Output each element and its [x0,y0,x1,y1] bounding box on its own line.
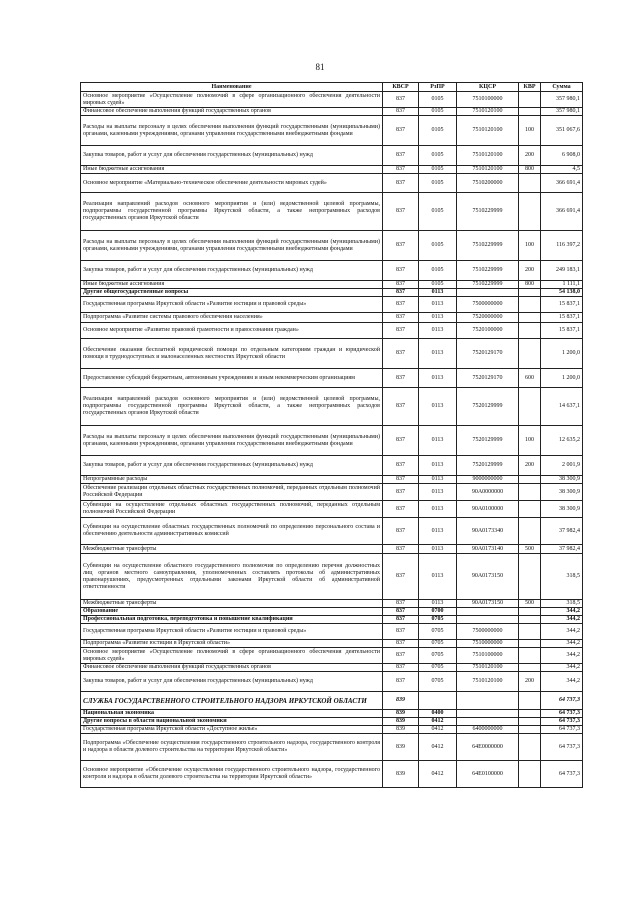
row-rzpr-cell: 0412 [419,726,457,734]
row-rzpr-cell: 0412 [419,718,457,726]
row-kvsr-cell: 837 [383,484,419,501]
row-kcsr-cell: 7520129999 [457,426,519,456]
row-kcsr-cell: 7510200000 [457,174,519,193]
row-rzpr-cell: 0412 [419,734,457,761]
row-kvr-cell: 100 [519,231,541,261]
table-row [81,484,583,501]
row-rzpr-cell: 0105 [419,166,457,174]
row-name-cell: Субвенции на осуществление областных государственных полномочий по определению персонального состава и обеспечению деятельности административных комиссий [81,518,383,545]
row-sum-cell: 318,5 [541,600,583,608]
row-sum-cell: 344,2 [541,608,583,616]
table-row [81,600,583,608]
table-row [81,289,583,297]
row-sum-cell: 37 982,4 [541,545,583,554]
row-kcsr-cell: 90А0173340 [457,518,519,545]
row-kcsr-cell: 90А0000000 [457,484,519,501]
row-rzpr-cell: 0113 [419,456,457,476]
row-sum-cell: 318,5 [541,554,583,600]
row-kvsr-cell: 837 [383,518,419,545]
row-kvr-cell: 500 [519,545,541,554]
row-name-cell: Межбюджетные трансферты [81,545,383,554]
row-name-cell: Финансовое обеспечение выполнения функций государственных органов [81,108,383,116]
row-rzpr-cell: 0113 [419,323,457,339]
row-sum-cell: 1 200,0 [541,339,583,369]
row-name-cell: Закупка товаров, работ и услуг для обеспечения государственных (муниципальных) нужд [81,146,383,166]
row-sum-cell: 54 138,0 [541,289,583,297]
row-sum-cell: 351 067,6 [541,116,583,146]
row-name-cell: Государственная программа Иркутской области «Развитие юстиции и правовой среды» [81,624,383,640]
row-kvr-cell: 800 [519,281,541,289]
row-kcsr-cell: 7510000000 [457,640,519,648]
row-name-cell: Закупка товаров, работ и услуг для обеспечения государственных (муниципальных) нужд [81,456,383,476]
table-header-row [81,83,583,92]
row-kvr-cell: 800 [519,166,541,174]
row-sum-cell: 64 737,3 [541,726,583,734]
row-rzpr-cell: 0105 [419,108,457,116]
row-name-cell: Государственная программа Иркутской области «Развитие юстиции и правовой среды» [81,297,383,313]
row-sum-cell: 12 635,2 [541,426,583,456]
table-row [81,108,583,116]
row-name-cell: Расходы на выплаты персоналу в целях обеспечения выполнения функций государственными (муниципальными) органами, казенными учреждениями, органами управления государственными внебюджетными фондами [81,426,383,456]
row-rzpr-cell: 0113 [419,369,457,388]
row-name-cell: Основное мероприятие «Материально-техническое обеспечение деятельности мировых судей» [81,174,383,193]
row-kvsr-cell: 837 [383,672,419,692]
row-kvr-cell [519,664,541,672]
table-row [81,193,583,231]
row-kvsr-cell: 837 [383,426,419,456]
row-kvr-cell: 200 [519,672,541,692]
row-rzpr-cell: 0113 [419,297,457,313]
row-name-cell: Финансовое обеспечение выполнения функций государственных органов [81,664,383,672]
row-rzpr-cell: 0705 [419,616,457,624]
row-kvr-cell [519,616,541,624]
row-rzpr-cell: 0705 [419,624,457,640]
row-kcsr-cell [457,692,519,710]
row-kvsr-cell: 837 [383,476,419,484]
row-kvsr-cell: 837 [383,339,419,369]
row-kvr-cell [519,323,541,339]
row-rzpr-cell: 0113 [419,600,457,608]
row-name-cell: Расходы на выплаты персоналу в целях обеспечения выполнения функций государственными (муниципальными) органами, казенными учреждениями, органами управления государственными внебюджетными фондами [81,116,383,146]
row-sum-cell: 64 737,3 [541,718,583,726]
row-kcsr-cell: 90А0173150 [457,600,519,608]
table-row [81,726,583,734]
row-rzpr-cell: 0705 [419,640,457,648]
page-number: 81 [315,62,325,72]
row-sum-cell: 366 691,4 [541,174,583,193]
row-sum-cell: 15 837,1 [541,313,583,323]
budget-table-body [81,92,583,788]
row-kvr-cell [519,518,541,545]
row-kvr-cell [519,484,541,501]
row-kvsr-cell: 837 [383,456,419,476]
row-kvr-cell: 100 [519,116,541,146]
row-kvsr-cell: 837 [383,501,419,518]
row-kvsr-cell: 839 [383,692,419,710]
row-name-cell: Основное мероприятие «Обеспечение осуществления государственного строительного надзора, государственного контроля и надзора в области долевого строительства на территории Иркутской области» [81,761,383,788]
row-kcsr-cell: 7520129999 [457,456,519,476]
row-rzpr-cell: 0105 [419,116,457,146]
row-rzpr-cell: 0705 [419,672,457,692]
row-kvsr-cell: 839 [383,734,419,761]
table-row [81,323,583,339]
row-kvr-cell: 200 [519,261,541,281]
row-kcsr-cell: 64Е0100000 [457,761,519,788]
row-rzpr-cell: 0700 [419,608,457,616]
row-rzpr-cell [419,692,457,710]
row-sum-cell: 1 200,0 [541,369,583,388]
row-kvr-cell [519,289,541,297]
table-row [81,501,583,518]
table-row [81,761,583,788]
row-kvsr-cell: 837 [383,281,419,289]
row-name-cell: Реализация направлений расходов основного мероприятия и (или) ведомственной целевой программы, подпрограммы государственной программы Иркутской области, а также непрограммных расходов государственных органов Иркутской области [81,388,383,426]
row-kvr-cell [519,108,541,116]
row-sum-cell: 2 001,9 [541,456,583,476]
row-kvr-cell: 200 [519,456,541,476]
row-rzpr-cell: 0113 [419,426,457,456]
row-sum-cell: 15 837,1 [541,323,583,339]
row-sum-cell: 366 691,4 [541,193,583,231]
row-sum-cell: 344,2 [541,648,583,664]
table-row [81,388,583,426]
table-row [81,231,583,261]
table-row [81,554,583,600]
row-name-cell: Закупка товаров, работ и услуг для обеспечения государственных (муниципальных) нужд [81,672,383,692]
row-kcsr-cell: 6400000000 [457,726,519,734]
row-kvsr-cell: 837 [383,648,419,664]
row-kvsr-cell: 837 [383,261,419,281]
table-row [81,146,583,166]
row-name-cell: Иные бюджетные ассигнования [81,281,383,289]
row-kcsr-cell: 7520129170 [457,369,519,388]
row-kcsr-cell: 9000000000 [457,476,519,484]
row-kvr-cell [519,692,541,710]
row-kcsr-cell: 7510120100 [457,672,519,692]
column-header-rzpr: РзПР [419,83,457,92]
row-kcsr-cell: 7510229999 [457,231,519,261]
row-name-cell: Другие общегосударственные вопросы [81,289,383,297]
row-sum-cell: 344,2 [541,672,583,692]
row-name-cell: Национальная экономика [81,710,383,718]
table-row [81,648,583,664]
row-name-cell: Непрограммные расходы [81,476,383,484]
row-name-cell: Государственная программа Иркутской области «Доступное жилье» [81,726,383,734]
row-kvr-cell [519,193,541,231]
row-kvsr-cell: 837 [383,600,419,608]
row-name-cell: Основное мероприятие «Осуществление полномочий в сфере организационного обеспечения деятельности мировых судей» [81,92,383,108]
row-name-cell: Подпрограмма «Развитие системы правового обеспечения населения» [81,313,383,323]
row-kvsr-cell: 837 [383,313,419,323]
table-row [81,734,583,761]
row-sum-cell: 38 300,9 [541,501,583,518]
row-kcsr-cell: 7520000000 [457,313,519,323]
row-sum-cell: 344,2 [541,616,583,624]
row-kcsr-cell [457,616,519,624]
row-kcsr-cell: 7510229999 [457,261,519,281]
row-kvsr-cell: 837 [383,297,419,313]
table-row [81,174,583,193]
row-rzpr-cell: 0105 [419,193,457,231]
table-row [81,476,583,484]
row-sum-cell: 38 300,9 [541,484,583,501]
table-row [81,672,583,692]
row-rzpr-cell: 0113 [419,518,457,545]
table-row [81,261,583,281]
row-kvsr-cell: 839 [383,710,419,718]
table-row [81,281,583,289]
row-kcsr-cell: 7510100000 [457,92,519,108]
row-kcsr-cell: 7510229999 [457,193,519,231]
row-kvr-cell [519,761,541,788]
row-kvr-cell: 600 [519,369,541,388]
table-row [81,616,583,624]
row-kvr-cell [519,710,541,718]
table-row [81,664,583,672]
row-kcsr-cell: 7520129170 [457,339,519,369]
row-name-cell: Подпрограмма «Развитие юстиции в Иркутской области» [81,640,383,648]
row-rzpr-cell: 0705 [419,664,457,672]
row-kvr-cell [519,476,541,484]
row-kcsr-cell: 7510100000 [457,648,519,664]
row-rzpr-cell: 0105 [419,261,457,281]
row-sum-cell: 64 737,3 [541,710,583,718]
row-name-cell: Межбюджетные трансферты [81,600,383,608]
row-name-cell: Другие вопросы в области национальной экономики [81,718,383,726]
row-sum-cell: 1 111,1 [541,281,583,289]
row-name-cell: Подпрограмма «Обеспечение осуществления государственного строительного надзора, государственного контроля и надзора в области долевого строительства на территории Иркутской области» [81,734,383,761]
row-kvsr-cell: 837 [383,616,419,624]
row-kvr-cell [519,501,541,518]
table-row [81,339,583,369]
row-sum-cell: 4,5 [541,166,583,174]
row-kvsr-cell: 837 [383,554,419,600]
row-sum-cell: 344,2 [541,640,583,648]
row-name-cell: Иные бюджетные ассигнования [81,166,383,174]
table-row [81,297,583,313]
row-kvr-cell: 200 [519,146,541,166]
row-kvsr-cell: 837 [383,624,419,640]
row-name-cell: Основное мероприятие «Осуществление полномочий в сфере организационного обеспечения деятельности мировых судей» [81,648,383,664]
row-rzpr-cell: 0113 [419,388,457,426]
row-kvsr-cell: 837 [383,640,419,648]
row-sum-cell: 357 980,1 [541,92,583,108]
row-kvsr-cell: 837 [383,289,419,297]
row-kcsr-cell: 7510120100 [457,108,519,116]
table-row [81,692,583,710]
row-kvsr-cell: 837 [383,92,419,108]
row-rzpr-cell: 0113 [419,476,457,484]
row-kcsr-cell: 7510229999 [457,281,519,289]
row-kvsr-cell: 839 [383,726,419,734]
row-kcsr-cell: 90А0100000 [457,501,519,518]
table-row [81,608,583,616]
row-kvsr-cell: 839 [383,761,419,788]
row-kcsr-cell: 64Е0000000 [457,734,519,761]
row-kvsr-cell: 837 [383,388,419,426]
row-rzpr-cell: 0105 [419,174,457,193]
row-sum-cell: 344,2 [541,664,583,672]
table-row [81,640,583,648]
row-sum-cell: 116 397,2 [541,231,583,261]
row-sum-cell: 64 737,3 [541,692,583,710]
row-rzpr-cell: 0113 [419,545,457,554]
table-row [81,624,583,640]
table-row [81,456,583,476]
row-name-cell: Расходы на выплаты персоналу в целях обеспечения выполнения функций государственными (муниципальными) органами, казенными учреждениями, органами управления государственными внебюджетными фондами [81,231,383,261]
table-row [81,116,583,146]
table-row [81,710,583,718]
row-kvr-cell [519,734,541,761]
row-name-cell: Субвенции на осуществление отдельных областных государственных полномочий, переданных отдельным полномочий Российской Федерации [81,501,383,518]
row-kcsr-cell [457,718,519,726]
row-kvr-cell [519,297,541,313]
column-header-name: Наименование [81,83,383,92]
column-header-kvsr: КВСР [383,83,419,92]
row-kvsr-cell: 837 [383,369,419,388]
row-kvr-cell [519,92,541,108]
row-kvr-cell [519,388,541,426]
row-rzpr-cell: 0105 [419,281,457,289]
row-name-cell: Субвенции на осуществление областного государственного полномочия по определению перечня должностных лиц органов местного самоуправления, уполномоченных составлять протоколы об административных правонарушениях, предусмотренных отдельными законами Иркутской области об административной ответственности [81,554,383,600]
row-sum-cell: 37 982,4 [541,518,583,545]
row-kvr-cell [519,608,541,616]
row-kvr-cell [519,648,541,664]
row-sum-cell: 38 300,9 [541,476,583,484]
row-kvr-cell [519,640,541,648]
row-name-cell: Предоставление субсидий бюджетным, автономным учреждениям и иным некоммерческим организациям [81,369,383,388]
row-kvsr-cell: 839 [383,718,419,726]
row-name-cell: Профессиональная подготовка, переподготовка и повышение квалификации [81,616,383,624]
row-rzpr-cell: 0412 [419,761,457,788]
row-name-cell: Реализация направлений расходов основного мероприятия и (или) ведомственной целевой программы, подпрограммы государственной программы Иркутской области, а также непрограммных расходов государственных органов Иркутской области [81,193,383,231]
table-row [81,545,583,554]
column-header-kvr: КВР [519,83,541,92]
row-kcsr-cell: 90А0173140 [457,545,519,554]
row-kcsr-cell: 7520100000 [457,323,519,339]
row-sum-cell: 15 837,1 [541,297,583,313]
row-kvr-cell [519,554,541,600]
table-row [81,426,583,456]
row-kcsr-cell: 7510120100 [457,116,519,146]
row-kvr-cell [519,313,541,323]
row-rzpr-cell: 0105 [419,231,457,261]
row-kcsr-cell: 7500000000 [457,624,519,640]
row-kvsr-cell: 837 [383,166,419,174]
row-name-cell: Обеспечение оказания бесплатной юридической помощи по отдельным категориям граждан и юридической помощи в труднодоступных и малонаселенных местностях Иркутской области [81,339,383,369]
row-sum-cell: 357 980,1 [541,108,583,116]
row-kcsr-cell: 7510120100 [457,664,519,672]
table-row [81,92,583,108]
row-rzpr-cell: 0105 [419,92,457,108]
row-kvsr-cell: 837 [383,323,419,339]
column-header-sum: Сумма [541,83,583,92]
row-rzpr-cell: 0113 [419,554,457,600]
row-sum-cell: 344,2 [541,624,583,640]
row-kvsr-cell: 837 [383,231,419,261]
row-kcsr-cell [457,608,519,616]
row-rzpr-cell: 0113 [419,339,457,369]
row-kvsr-cell: 837 [383,608,419,616]
row-kvsr-cell: 837 [383,193,419,231]
table-row [81,518,583,545]
column-header-kcsr: КЦСР [457,83,519,92]
row-rzpr-cell: 0105 [419,146,457,166]
row-sum-cell: 64 737,3 [541,734,583,761]
row-sum-cell: 249 183,1 [541,261,583,281]
table-row [81,369,583,388]
row-rzpr-cell: 0705 [419,648,457,664]
row-sum-cell: 64 737,3 [541,761,583,788]
row-kcsr-cell: 7510120100 [457,166,519,174]
row-name-cell: СЛУЖБА ГОСУДАРСТВЕННОГО СТРОИТЕЛЬНОГО НАДЗОРА ИРКУТСКОЙ ОБЛАСТИ [81,692,383,710]
row-kvr-cell: 100 [519,426,541,456]
row-kcsr-cell [457,289,519,297]
row-kcsr-cell: 7520129999 [457,388,519,426]
row-kvr-cell [519,174,541,193]
row-name-cell: Закупка товаров, работ и услуг для обеспечения государственных (муниципальных) нужд [81,261,383,281]
row-rzpr-cell: 0400 [419,710,457,718]
row-rzpr-cell: 0113 [419,501,457,518]
row-kcsr-cell [457,710,519,718]
row-rzpr-cell: 0113 [419,484,457,501]
row-kvsr-cell: 837 [383,545,419,554]
row-name-cell: Образование [81,608,383,616]
row-kvsr-cell: 837 [383,664,419,672]
row-rzpr-cell: 0113 [419,289,457,297]
table-row [81,166,583,174]
row-rzpr-cell: 0113 [419,313,457,323]
row-sum-cell: 14 637,1 [541,388,583,426]
row-kvsr-cell: 837 [383,116,419,146]
row-kcsr-cell: 90А0173150 [457,554,519,600]
row-kvsr-cell: 837 [383,146,419,166]
row-kvsr-cell: 837 [383,108,419,116]
row-sum-cell: 6 908,0 [541,146,583,166]
row-kvr-cell [519,718,541,726]
row-name-cell: Основное мероприятие «Развитие правовой грамотности и правосознания граждан» [81,323,383,339]
row-name-cell: Обеспечение реализации отдельных областных государственных полномочий, переданных отдельным полномочий Российской Федерации [81,484,383,501]
row-kvsr-cell: 837 [383,174,419,193]
row-kvr-cell [519,624,541,640]
budget-table [80,82,583,788]
table-row [81,718,583,726]
row-kcsr-cell: 7500000000 [457,297,519,313]
table-row [81,313,583,323]
row-kvr-cell: 500 [519,600,541,608]
row-kcsr-cell: 7510120100 [457,146,519,166]
row-kvr-cell [519,726,541,734]
row-kvr-cell [519,339,541,369]
